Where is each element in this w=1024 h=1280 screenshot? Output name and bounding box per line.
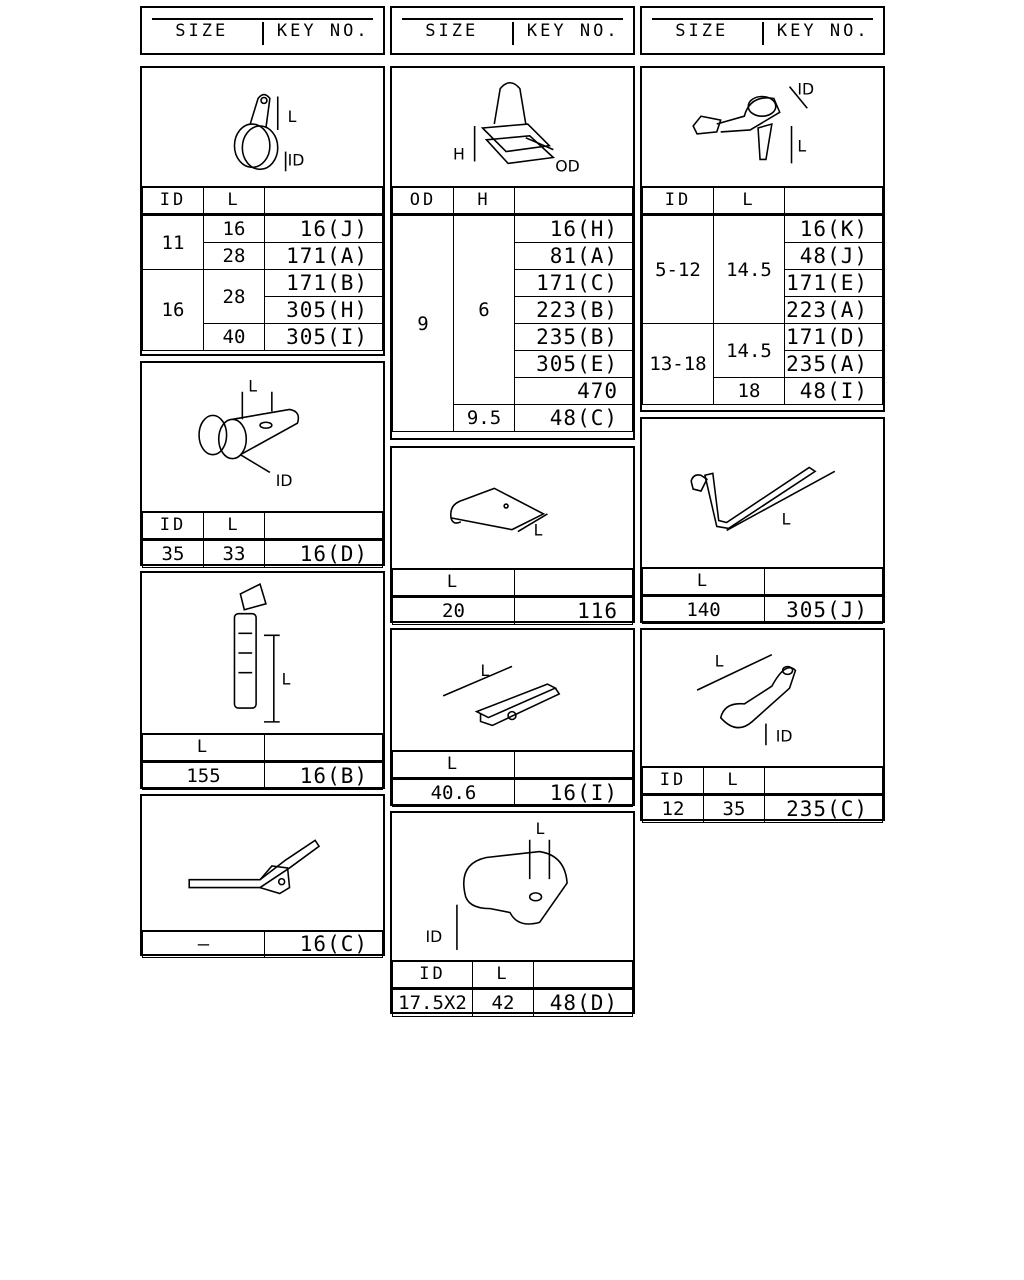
cell-key: 16(I) (515, 779, 633, 807)
panel-pin-clamp (640, 66, 885, 412)
cell-key: 171(D) (785, 324, 883, 351)
panel-double-clamp (390, 811, 635, 1014)
cell-key: 171(E) (785, 270, 883, 297)
cell-key: 16(C) (265, 931, 383, 958)
spring-clip-illustration (392, 448, 633, 570)
od-label: OD (555, 156, 580, 176)
cell-key: 81(A) (515, 243, 633, 270)
pin-clamp-illustration (642, 68, 883, 188)
cell-l: 155 (143, 762, 265, 790)
cell-key: 16(K) (785, 215, 883, 243)
header-col3 (640, 6, 885, 55)
cable-tie-table (142, 733, 383, 790)
l-label: L (533, 520, 543, 540)
id-label: ID (797, 79, 815, 99)
cell-key: 171(A) (265, 243, 383, 270)
clamp-illustration (142, 68, 383, 188)
cell-l: 28 (204, 270, 265, 324)
pin-clamp-table (642, 186, 883, 405)
cell-l: 16 (204, 215, 265, 243)
cell-key: 48(J) (785, 243, 883, 270)
cell-id: 16 (143, 270, 204, 351)
cell-key: 305(J) (765, 596, 883, 624)
cell-key: 16(J) (265, 215, 383, 243)
panel-strap-clip (140, 794, 385, 956)
edge-clip-table (392, 750, 633, 807)
id-label: ID (775, 726, 793, 746)
l-label: L (714, 651, 724, 671)
cell-key: 235(A) (785, 351, 883, 378)
size-header: SIZE (425, 20, 479, 41)
p-clamp-illustration (642, 630, 883, 768)
cell-l: 35 (704, 795, 765, 823)
col-l: L (473, 961, 534, 989)
p-clamp-table (642, 766, 883, 823)
push-clip-table (392, 186, 633, 432)
col-id: ID (143, 512, 204, 540)
strap-clip-table (142, 930, 383, 958)
panel-p-clamp (640, 628, 885, 821)
cell-key: 16(B) (265, 762, 383, 790)
push-clip-illustration (392, 68, 633, 188)
spring-clip-table (392, 568, 633, 625)
l-bracket-table (642, 567, 883, 624)
cell-id: 5-12 (643, 215, 714, 324)
cell-l: 33 (204, 540, 265, 568)
col-l: L (393, 569, 515, 597)
cell-l: 14.5 (714, 215, 785, 324)
cell-key: 223(A) (785, 297, 883, 324)
cell-l: 28 (204, 243, 265, 270)
l-label: L (480, 661, 490, 681)
cell-key: 305(H) (265, 297, 383, 324)
h-label: H (452, 144, 465, 164)
flat-clamp-table (142, 511, 383, 568)
cell-key: 470 (515, 378, 633, 405)
cell-id: 11 (143, 215, 204, 270)
id-label: ID (275, 471, 293, 491)
panel-spring-clip (390, 446, 635, 623)
cell-key: 48(D) (534, 989, 633, 1017)
l-label: L (287, 107, 297, 127)
panel-l-bracket (640, 417, 885, 623)
cell-dash: — (143, 931, 265, 958)
cell-od: 9 (393, 215, 454, 432)
col-od: OD (393, 187, 454, 215)
l-label: L (797, 136, 807, 156)
cell-l: 40.6 (393, 779, 515, 807)
header-col1 (140, 6, 385, 55)
cell-h: 6 (454, 215, 515, 405)
key-header: KEY NO. (776, 20, 870, 41)
l-label: L (281, 669, 291, 689)
cell-key: 16(D) (265, 540, 383, 568)
col-l: L (204, 187, 265, 215)
double-clamp-illustration (392, 813, 633, 962)
l-label: L (781, 509, 791, 529)
cable-tie-illustration (142, 573, 383, 735)
col-id: ID (393, 961, 473, 989)
col-l: L (643, 568, 765, 596)
cell-key: 16(H) (515, 215, 633, 243)
cell-key: 48(C) (515, 405, 633, 432)
size-header: SIZE (675, 20, 729, 41)
double-clamp-table (392, 960, 633, 1017)
flat-clamp-illustration (142, 363, 383, 513)
cell-l: 42 (473, 989, 534, 1017)
header-col2 (390, 6, 635, 55)
cell-key: 116 (515, 597, 633, 625)
cell-key: 223(B) (515, 297, 633, 324)
cell-l: 40 (204, 324, 265, 351)
strap-clip-illustration (142, 796, 383, 932)
edge-clip-illustration (392, 630, 633, 752)
col-id: ID (643, 767, 704, 795)
col-id: ID (143, 187, 204, 215)
cell-l: 18 (714, 378, 785, 405)
col-l: L (714, 187, 785, 215)
col-l: L (704, 767, 765, 795)
col-l: L (393, 751, 515, 779)
col-l: L (143, 734, 265, 762)
l-bracket-illustration (642, 419, 883, 569)
col-id: ID (643, 187, 714, 215)
panel-cable-tie (140, 571, 385, 789)
cell-h: 9.5 (454, 405, 515, 432)
panel-push-clip (390, 66, 635, 440)
cell-l: 14.5 (714, 324, 785, 378)
cell-id: 12 (643, 795, 704, 823)
cell-id: 17.5X2 (393, 989, 473, 1017)
clamp-table (142, 186, 383, 351)
id-label: ID (425, 927, 443, 947)
cell-key: 171(B) (265, 270, 383, 297)
cell-key: 235(C) (765, 795, 883, 823)
col-h: H (454, 187, 515, 215)
cell-id: 13-18 (643, 324, 714, 405)
col-l: L (204, 512, 265, 540)
l-label: L (248, 376, 258, 396)
cell-key: 171(C) (515, 270, 633, 297)
cell-l: 140 (643, 596, 765, 624)
l-label: L (535, 818, 545, 838)
cell-key: 305(E) (515, 351, 633, 378)
key-header: KEY NO. (526, 20, 620, 41)
panel-clamp-tab (140, 66, 385, 356)
key-header: KEY NO. (276, 20, 370, 41)
cell-id: 35 (143, 540, 204, 568)
panel-flat-clamp (140, 361, 385, 566)
cell-key: 305(I) (265, 324, 383, 351)
panel-edge-clip (390, 628, 635, 806)
cell-l: 20 (393, 597, 515, 625)
cell-key: 48(I) (785, 378, 883, 405)
cell-key: 235(B) (515, 324, 633, 351)
id-label: ID (287, 150, 305, 170)
size-header: SIZE (175, 20, 229, 41)
